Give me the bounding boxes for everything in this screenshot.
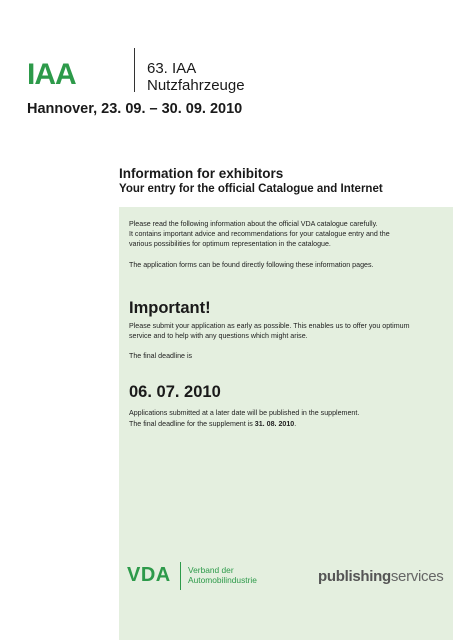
- vda-org-name: [188, 565, 257, 585]
- supplement-line-2: [129, 419, 447, 429]
- event-dates: Hannover, 23. 09. – 30. 09. 2010: [27, 101, 243, 117]
- intro-line-3: various possibilities for optimum representation in the catalogue.: [129, 240, 331, 249]
- intro-line-2: It contains important advice and recommendations for your catalogue entry and the: [129, 230, 390, 239]
- submit-line-1: Please submit your application as early as possible. This enables us to offer you optimum: [129, 321, 410, 330]
- intro-heading: [119, 166, 439, 196]
- iaa-logo: [27, 60, 97, 86]
- deadline-intro-line: The final deadline is: [129, 352, 193, 361]
- supplement-prefix: The final deadline for the supplement is: [129, 419, 255, 428]
- supplement-date: 31. 08. 2010: [254, 419, 295, 428]
- submit-line-2: service and to help with any questions which might arise.: [129, 332, 308, 341]
- final-deadline: 06. 07. 2010: [129, 383, 221, 402]
- publishing-rest: services: [390, 568, 444, 585]
- vda-divider: [180, 562, 181, 590]
- publishing-bold: publishing: [318, 568, 391, 585]
- page-title: Information for exhibitors: [119, 166, 284, 181]
- page-subtitle: Your entry for the official Catalogue and Internet: [119, 183, 383, 195]
- iaa-logo-text: IAA: [27, 60, 76, 86]
- supplement-paragraph: [129, 408, 447, 428]
- intro-line-1: Please read the following information about the official VDA catalogue carefully.: [129, 220, 378, 228]
- vda-org-line2: Automobilindustrie: [188, 575, 257, 585]
- supplement-line-1: Applications submitted at a later date will be published in the supplement.: [129, 409, 360, 418]
- event-title-line1: 63. IAA: [147, 60, 197, 77]
- vda-org-line1: Verband der: [188, 565, 234, 575]
- publishing-services-logo: [318, 568, 443, 585]
- supplement-suffix: .: [294, 419, 297, 428]
- logo-divider: [134, 48, 135, 92]
- intro-paragraph: [129, 219, 447, 250]
- event-title-line2: Nutzfahrzeuge: [147, 77, 245, 94]
- forms-paragraph: [129, 260, 447, 270]
- info-panel-content: [129, 219, 447, 429]
- forms-line: The application forms can be found directly following these information pages.: [129, 260, 374, 269]
- event-title: [147, 60, 245, 94]
- iaa-header-logo: [27, 48, 245, 98]
- important-heading: Important!: [129, 298, 211, 317]
- vda-logo: [127, 562, 307, 592]
- vda-logo-text: VDA: [127, 564, 171, 586]
- deadline-intro: [129, 351, 447, 361]
- submit-paragraph: [129, 321, 447, 341]
